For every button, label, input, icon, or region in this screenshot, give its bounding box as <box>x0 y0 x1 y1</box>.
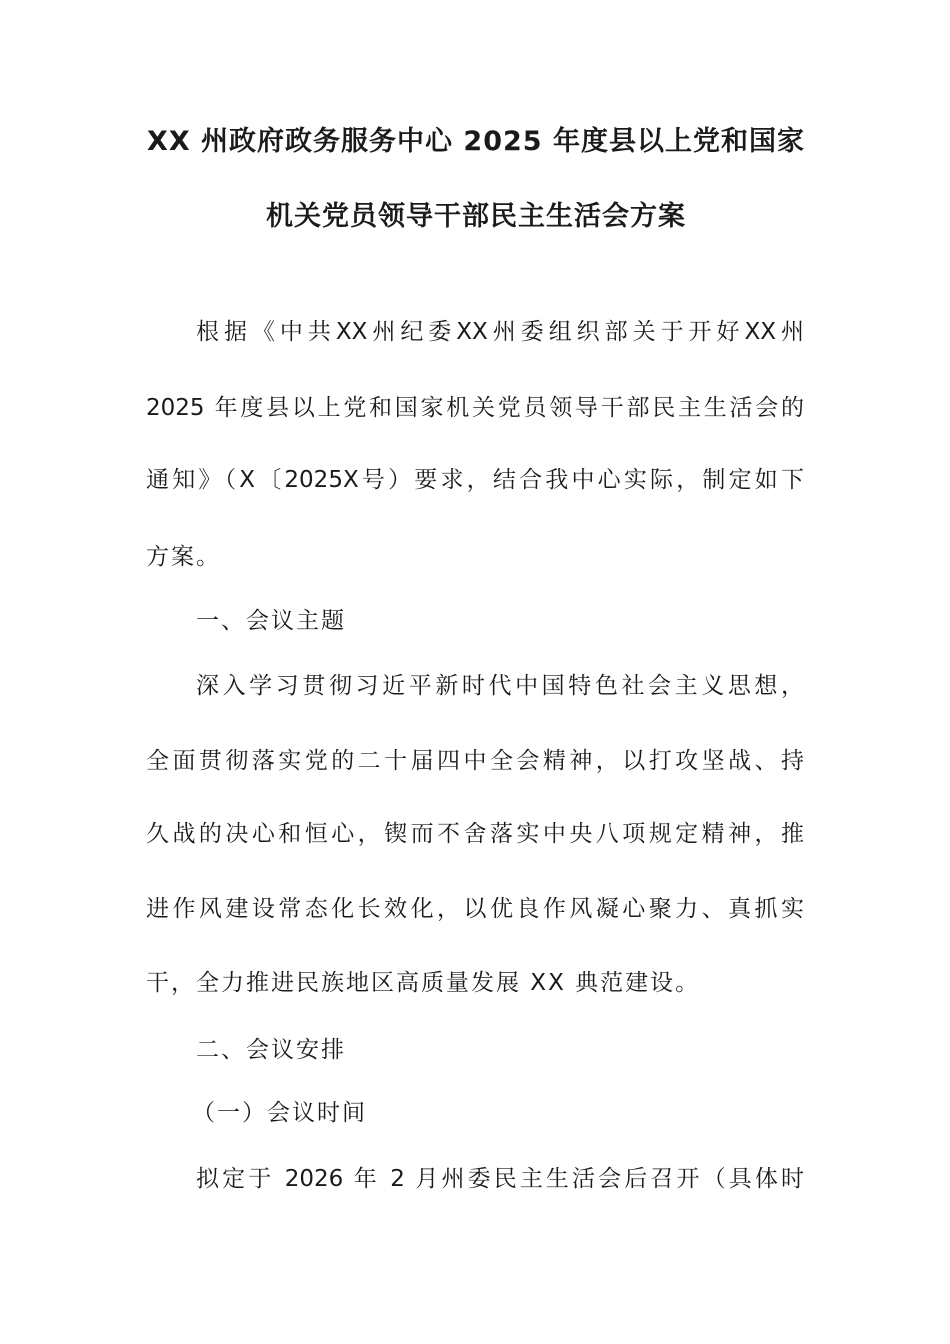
theme-paragraph-line: 进作风建设常态化长效化，以优良作风凝心聚力、真抓实 <box>146 896 804 922</box>
intro-paragraph-line: 2025 年度县以上党和国家机关党员领导干部民主生活会的 <box>146 395 804 421</box>
document-title-line-2: 机关党员领导干部民主生活会方案 <box>266 201 686 232</box>
subsection-heading-time: （一）会议时间 <box>192 1100 367 1126</box>
theme-paragraph-line: 久战的决心和恒心，锲而不舍落实中央八项规定精神，推 <box>146 821 804 847</box>
theme-paragraph-line: 干，全力推进民族地区高质量发展 XX 典范建设。 <box>146 970 701 996</box>
theme-paragraph-line: 深入学习贯彻习近平新时代中国特色社会主义思想， <box>196 673 804 699</box>
intro-paragraph-line: 通知》（X〔2025X号）要求，结合我中心实际，制定如下 <box>146 467 804 493</box>
document-title-line-1: XX 州政府政务服务中心 2025 年度县以上党和国家 <box>147 126 805 157</box>
intro-paragraph-line: 根据《中共XX州纪委XX州委组织部关于开好XX州 <box>196 319 804 345</box>
section-heading-arrangement: 二、会议安排 <box>196 1037 346 1063</box>
intro-paragraph-line: 方案。 <box>146 544 221 570</box>
theme-paragraph-line: 全面贯彻落实党的二十届四中全会精神，以打攻坚战、持 <box>146 748 804 774</box>
time-paragraph-line: 拟定于 2026 年 2 月州委民主生活会后召开（具体时 <box>196 1166 804 1192</box>
section-heading-theme: 一、会议主题 <box>196 608 346 634</box>
